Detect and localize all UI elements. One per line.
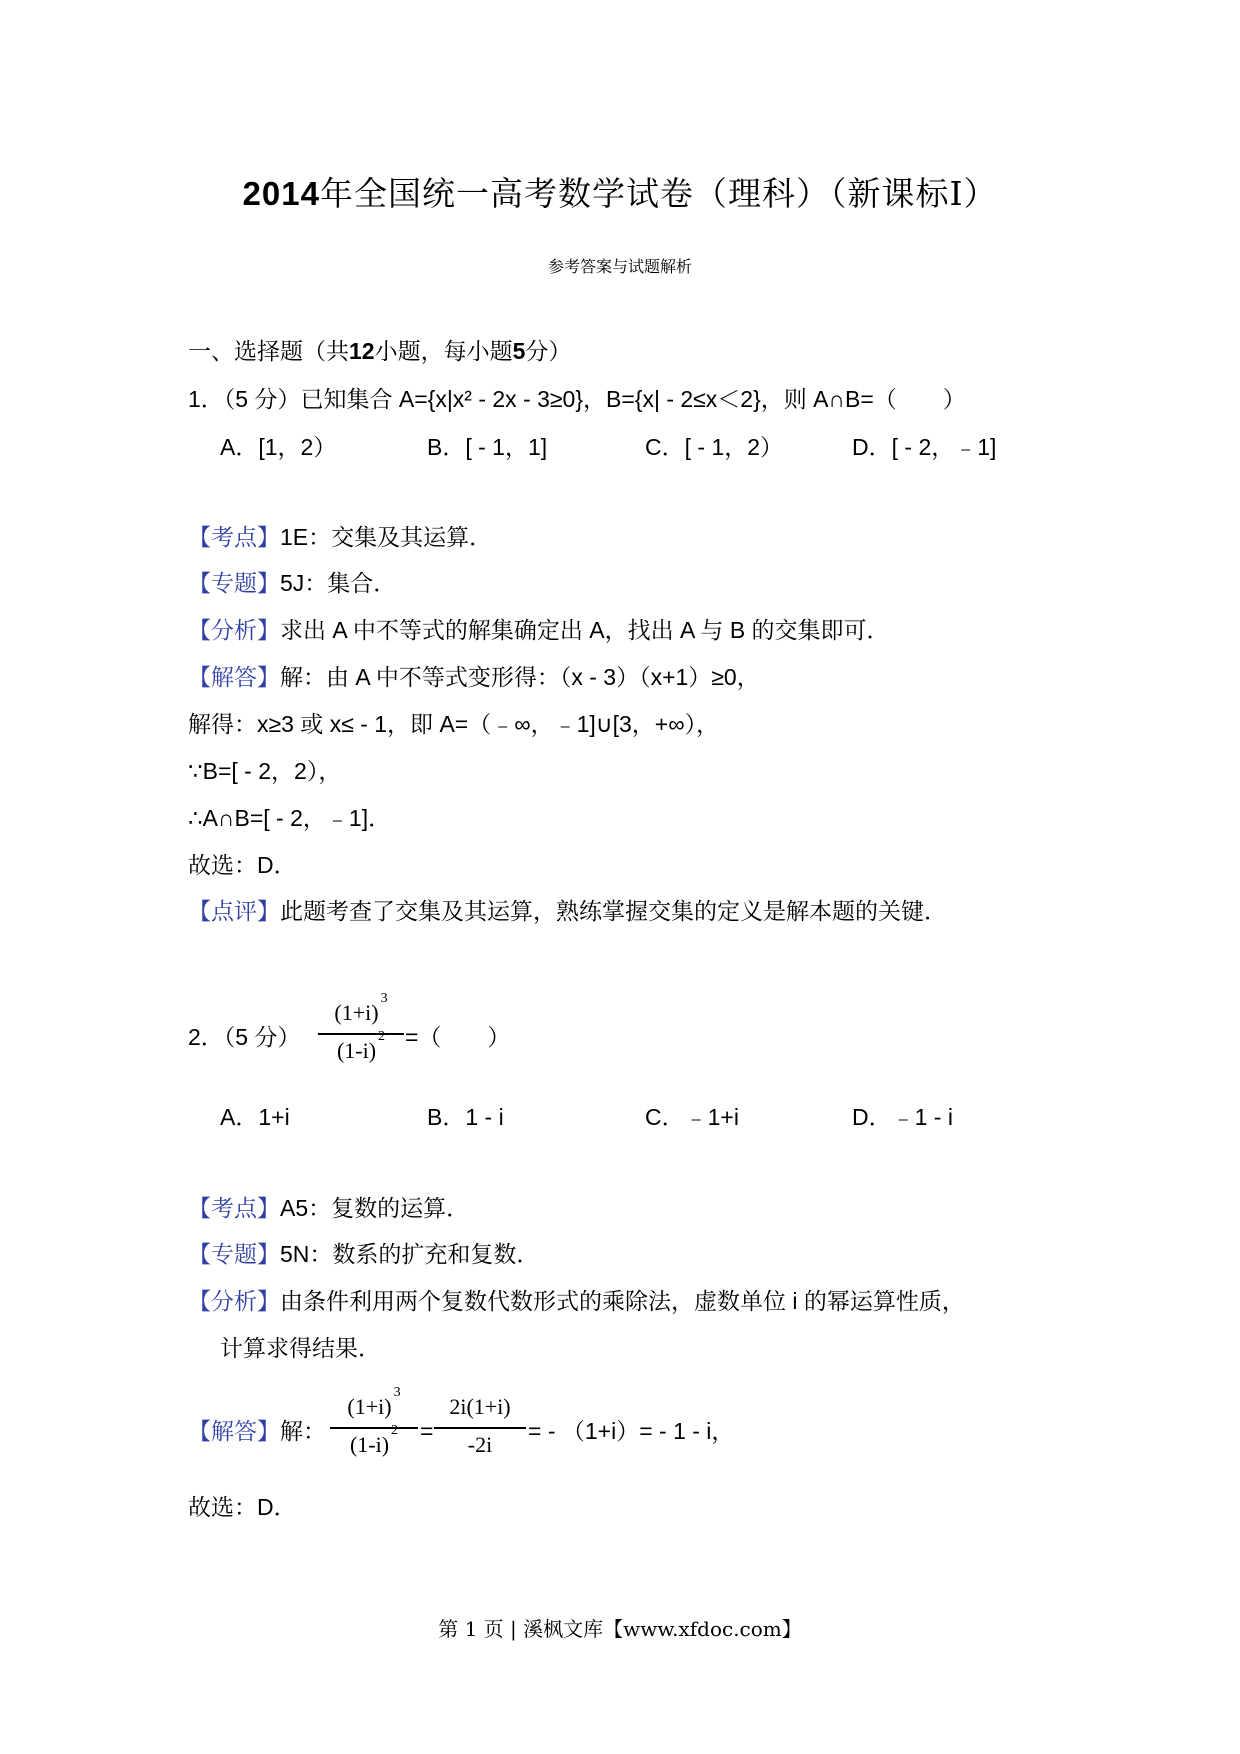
section-count: 12 [349,338,375,364]
q1-kaodian [188,522,492,552]
sol-fraction-2-denominator: -2i [467,1432,493,1457]
kaodian-text: A5：复数的运算． [280,1195,470,1221]
q2-fenxi-continued: 计算求得结果． [220,1335,381,1361]
q1-fenxi [188,615,890,645]
q1-jieda [188,662,760,692]
q2-solution-fraction-2 [434,1394,526,1462]
zhuanti-tag: 【专题】 [188,1241,280,1267]
q2-option-c: C．﹣1+i [645,1104,739,1130]
q2-fraction [318,990,404,1068]
q1-dianping [188,896,947,926]
question-1-stem: 1．（5 分）已知集合 A={x|x² - 2x - 3≥0}，B={x| - 2≤x＜2}，则 A∩B=（ ） [188,386,966,412]
sol-fraction-1-bar [330,1427,418,1429]
section-suffix: 分） [525,339,572,365]
document-title [0,168,1240,215]
q2-zhuanti [188,1239,539,1269]
page-footer: 第 1 页 | 溪枫文库【www.xfdoc.com】 [438,1617,802,1641]
question-2-prefix: 2．（5 分） [188,1024,301,1050]
q2-kaodian [188,1193,469,1223]
sol-fraction-2-numerator: 2i(1+i) [449,1394,511,1419]
title-text: 年全国统一高考数学试卷（理科）（新课标Ⅰ） [319,174,998,213]
q1-option-c: C．[ - 1，2） [645,434,784,460]
section-prefix: 一、选择题（共 [188,339,349,365]
sol-fraction-2-bar [434,1427,526,1429]
q1-solution-line-4: ∴A∩B=[ - 2，﹣1]． [188,805,392,831]
q2-answer: 故选：D． [188,1494,297,1520]
q2-jieda [188,1416,326,1446]
q1-option-b: B．[ - 1，1] [427,434,548,460]
q2-fenxi [188,1286,965,1316]
q2-fraction-denominator: $(1-i)^2$ [336,1028,386,1063]
q2-option-b: B．1 - i [427,1104,504,1130]
document-subtitle: 参考答案与试题解析 [547,257,692,276]
kaodian-tag: 【考点】 [188,1195,280,1221]
q2-solution-equals: = [420,1418,434,1444]
dianping-text: 此题考查了交集及其运算，熟练掌握交集的定义是解本题的关键． [280,898,947,924]
section-heading [188,336,571,367]
jieda-text: 解：由 A 中不等式变形得：（x - 3）（x+1）≥0， [280,664,760,690]
q2-solution-fraction-1 [330,1384,418,1462]
fenxi-text: 求出 A 中不等式的解集确定出 A，找出 A 与 B 的交集即可． [280,617,890,643]
kaodian-tag: 【考点】 [188,524,280,550]
dianping-tag: 【点评】 [188,898,280,924]
fenxi-text: 由条件利用两个复数代数形式的乘除法，虚数单位 i 的幂运算性质， [280,1288,965,1314]
jieda-tag: 【解答】 [188,1418,280,1444]
jieda-tag: 【解答】 [188,664,280,690]
zhuanti-text: 5N：数系的扩充和复数． [280,1241,540,1267]
title-year: 2014 [242,175,320,212]
q2-solution-suffix: = - （1+i）= - 1 - i， [528,1418,735,1444]
section-score: 5 [512,338,526,364]
q1-answer: 故选：D． [188,852,297,878]
sol-fraction-1-denominator: $(1-i)^2$ [349,1422,399,1457]
section-mid: 小题，每小题 [374,339,513,365]
question-2-suffix: =（ ） [405,1024,511,1050]
fenxi-tag: 【分析】 [188,617,280,643]
q2-fraction-numerator: $(1+i)^3$ [334,990,388,1025]
q1-option-d: D．[ - 2，﹣1] [852,434,997,460]
fenxi-tag: 【分析】 [188,1288,280,1314]
zhuanti-text: 5J：集合． [280,570,397,596]
kaodian-text: 1E：交集及其运算． [280,524,493,550]
q2-option-d: D．﹣1 - i [852,1104,953,1130]
q1-solution-line-2: 解得：x≥3 或 x≤ - 1，即 A=（﹣∞，﹣1]∪[3，+∞）， [188,711,720,737]
sol-fraction-1-numerator: $(1+i)^3$ [347,1384,401,1419]
jieda-prefix: 解： [280,1418,326,1444]
q2-fraction-bar [318,1033,404,1035]
q1-option-a: A．[1，2） [220,434,337,460]
zhuanti-tag: 【专题】 [188,570,280,596]
q2-option-a: A．1+i [220,1104,290,1130]
q1-zhuanti [188,568,396,598]
q1-solution-line-3: ∵B=[ - 2，2）， [188,758,342,784]
